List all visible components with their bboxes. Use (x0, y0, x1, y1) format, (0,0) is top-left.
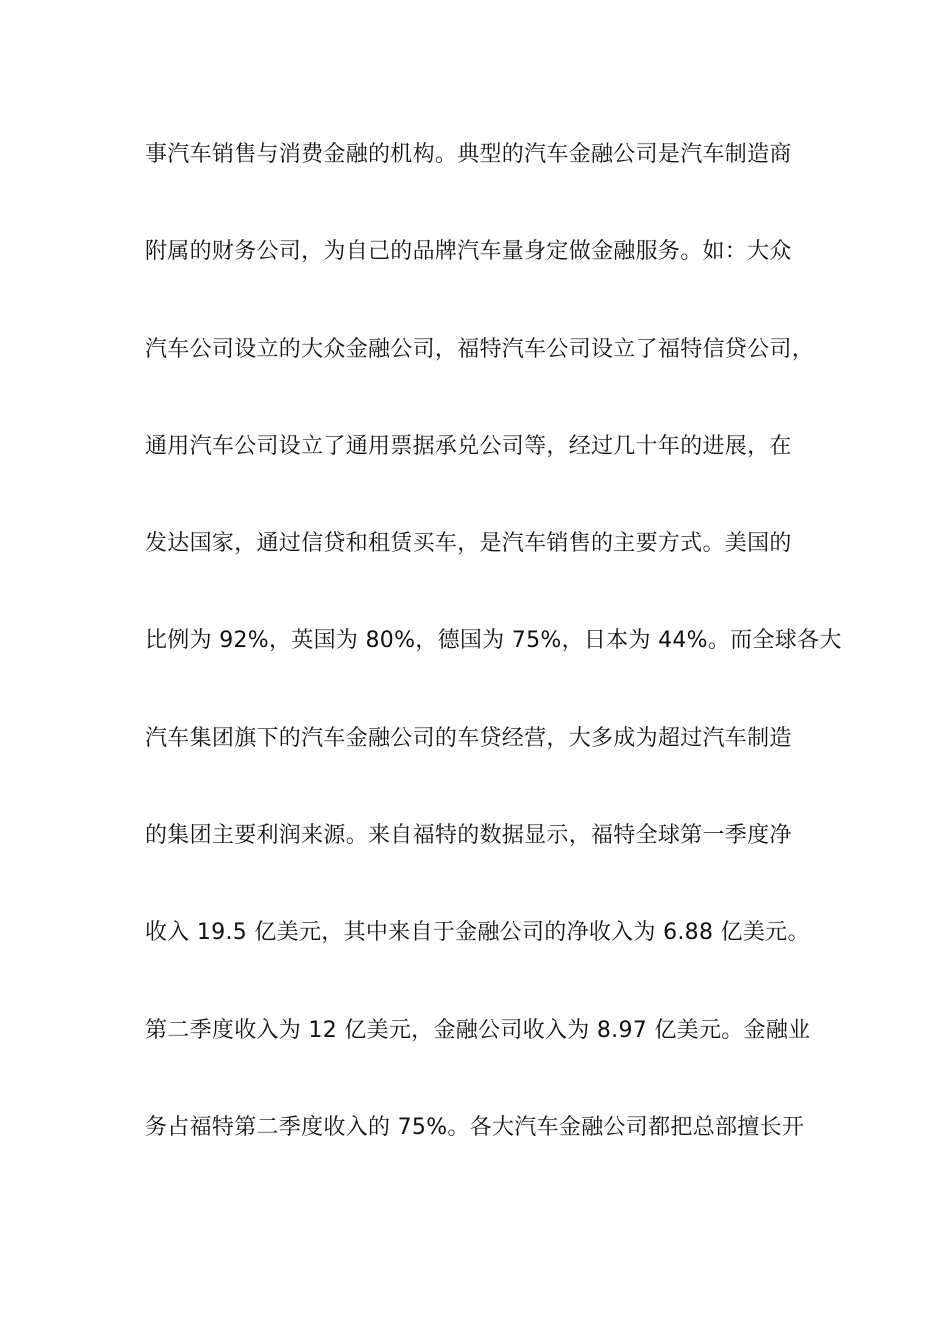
text-line: 的集团主要利润来源。来自福特的数据显示，福特全球第一季度净 (145, 823, 792, 849)
text-line: 汽车集团旗下的汽车金融公司的车贷经营，大多成为超过汽车制造 (145, 725, 792, 751)
text-line: 通用汽车公司设立了通用票据承兑公司等，经过几十年的进展，在 (145, 433, 792, 459)
text-line: 第二季度收入为 12 亿美元，金融公司收入为 8.97 亿美元。金融业 (145, 1017, 811, 1043)
body-text (145, 133, 842, 1203)
text-line: 收入 19.5 亿美元，其中来自于金融公司的净收入为 6.88 亿美元。 (145, 920, 810, 946)
text-line: 事汽车销售与消费金融的机构。典型的汽车金融公司是汽车制造商 (145, 142, 792, 167)
text-line: 汽车公司设立的大众金融公司，福特汽车公司设立了福特信贷公司， (145, 336, 815, 362)
text-line: 比例为 92%，英国为 80%，德国为 75%，日本为 44%。而全球各大 (145, 628, 842, 654)
text-line: 务占福特第二季度收入的 75%。各大汽车金融公司都把总部擅长开 (145, 1114, 805, 1140)
text-line: 发达国家，通过信贷和租赁买车，是汽车销售的主要方式。美国的 (145, 531, 792, 557)
text-line: 附属的财务公司，为自己的品牌汽车量身定做金融服务。如：大众 (145, 239, 792, 265)
